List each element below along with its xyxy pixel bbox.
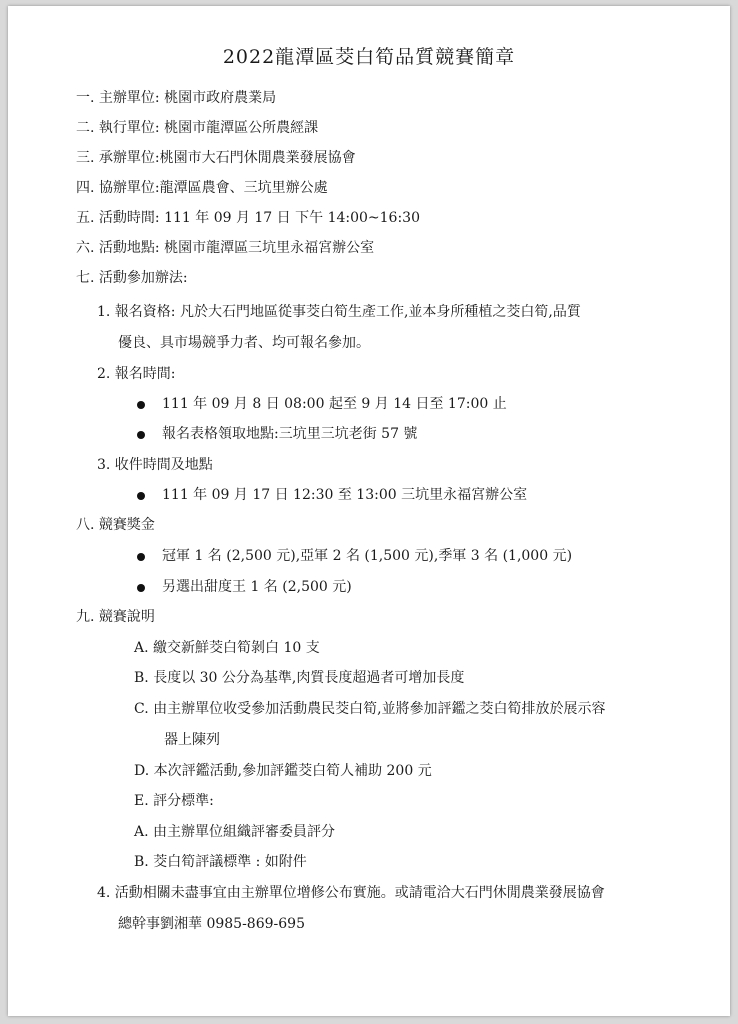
page-title: 2022龍潭區茭白筍品質競賽簡章 (222, 46, 516, 68)
prize-sweetness-king: 另選出甜度王 1 名 (2,500 元) (162, 579, 352, 595)
registration-time-heading: 2. 報名時間: (97, 366, 176, 382)
section-participation: 七. 活動參加辦法: (76, 270, 188, 286)
rule-c-line-2: 器上陳列 (164, 732, 220, 748)
submission-heading: 3. 收件時間及地點 (97, 457, 213, 473)
prize-ranks: 冠軍 1 名 (2,500 元),亞軍 2 名 (1,500 元),季軍 3 名 (1,000 元) (162, 548, 573, 564)
rule-b: B. 長度以 30 公分為基準,肉質長度超過者可增加長度 (134, 670, 465, 686)
section-time: 五. 活動時間: 111 年 09 月 17 日 下午 14:00~16:30 (76, 210, 420, 226)
section-location: 六. 活動地點: 桃園市龍潭區三坑里永福宮辦公室 (76, 240, 375, 256)
rule-e: E. 評分標準: (134, 793, 214, 809)
bullet-icon (137, 584, 145, 592)
scoring-b: B. 茭白筍評議標準 : 如附件 (134, 854, 307, 870)
section-organizer: 一. 主辦單位: 桃園市政府農業局 (76, 90, 277, 106)
rule-c-line-1: C. 由主辦單位收受參加活動農民茭白筍,並將參加評鑑之茭白筍排放於展示容 (134, 701, 606, 717)
eligibility-line-1: 1. 報名資格: 凡於大石門地區從事茭白筍生產工作,並本身所種植之茭白筍,品質 (97, 304, 581, 320)
contact-line-1: 4. 活動相關未盡事宜由主辦單位增修公布實施。或請電洽大石門休閒農業發展協會 (97, 885, 605, 901)
scoring-a: A. 由主辦單位組織評審委員評分 (134, 824, 336, 840)
bullet-icon (137, 553, 145, 561)
section-executor: 二. 執行單位: 桃園市龍潭區公所農經課 (76, 120, 319, 136)
registration-form-location: 報名表格領取地點:三坑里三坑老街 57 號 (162, 426, 418, 442)
submission-time-location: 111 年 09 月 17 日 12:30 至 13:00 三坑里永福宮辦公室 (162, 487, 528, 503)
contact-line-2: 總幹事劉湘華 0985-869-695 (118, 916, 305, 932)
bullet-icon (137, 431, 145, 439)
section-co-organizer: 四. 協辦單位:龍潭區農會、三坑里辦公處 (76, 180, 328, 196)
section-rules: 九. 競賽說明 (76, 609, 155, 625)
bullet-icon (137, 492, 145, 500)
rule-a: A. 繳交新鮮茭白筍剝白 10 支 (134, 640, 320, 656)
eligibility-line-2: 優良、具市場競爭力者、均可報名參加。 (118, 335, 370, 351)
section-contractor: 三. 承辦單位:桃園市大石門休閒農業發展協會 (76, 150, 356, 166)
bullet-icon (137, 401, 145, 409)
registration-period: 111 年 09 月 8 日 08:00 起至 9 月 14 日至 17:00 止 (162, 396, 507, 412)
section-prizes: 八. 競賽獎金 (76, 517, 155, 533)
rule-d: D. 本次評鑑活動,參加評鑑茭白筍人補助 200 元 (134, 763, 432, 779)
